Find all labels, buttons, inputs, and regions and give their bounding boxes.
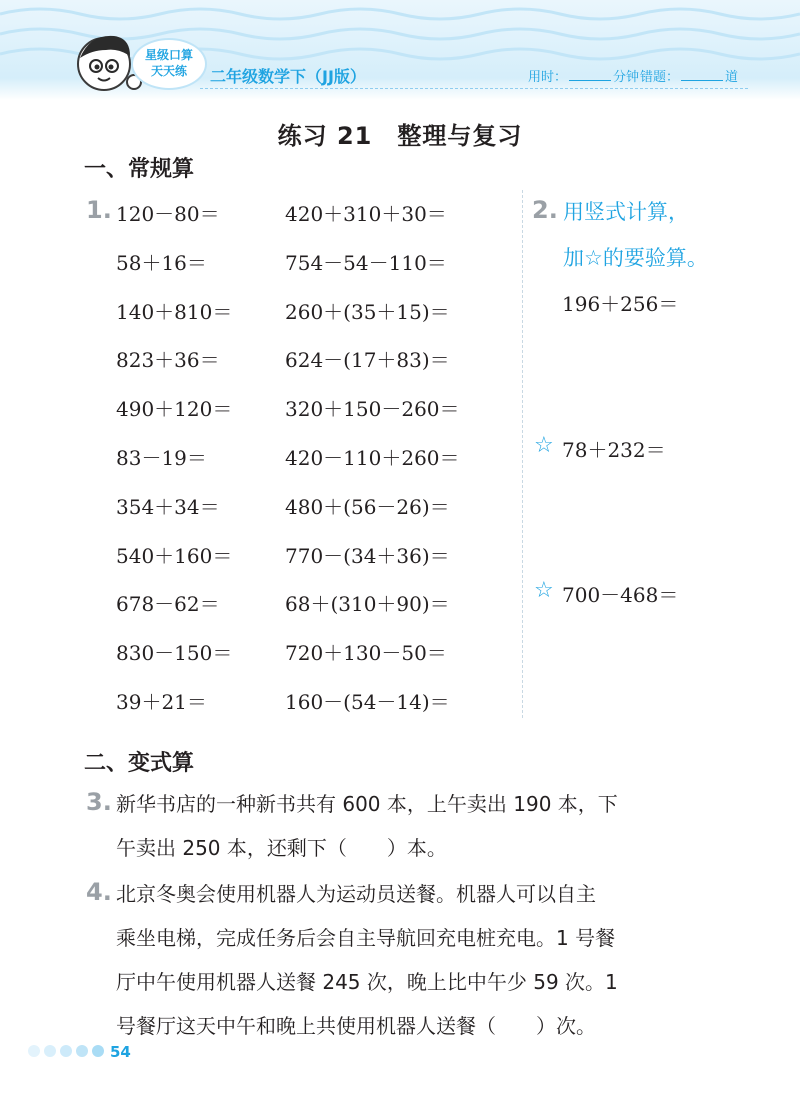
error-count-field — [640, 66, 738, 85]
section-heading-variation: 二、变式算 — [84, 751, 195, 776]
q2-expression-1: 196＋256＝ — [562, 292, 679, 316]
time-blank — [569, 68, 611, 81]
q1-right-expression: 720＋130－50＝ — [285, 641, 447, 665]
question-4-line-2: 乘坐电梯，完成任务后会自主导航回充电桩充电。1 号餐 — [116, 926, 616, 950]
question-number-3: 3. — [86, 788, 112, 816]
page-number: 54 — [110, 1043, 131, 1061]
question-3-line-2: 午卖出 250 本，还剩下（ ）本。 — [116, 836, 447, 860]
q1-right-expression: 624－(17＋83)＝ — [285, 348, 450, 372]
book-title: 二年级数学下（JJ版） — [210, 67, 366, 86]
page-title: 练习 21 整理与复习 — [277, 122, 523, 150]
q1-left-expression: 83－19＝ — [116, 446, 207, 470]
star-icon: ☆ — [534, 578, 554, 603]
question-4-line-4: 号餐厅这天中午和晚上共使用机器人送餐（ ）次。 — [116, 1014, 596, 1038]
question-3-text — [116, 782, 726, 870]
question-number-1: 1. — [86, 196, 112, 224]
q1-right-expression: 480＋(56－26)＝ — [285, 495, 450, 519]
question-4-line-1: 北京冬奥会使用机器人为运动员送餐。机器人可以自主 — [116, 882, 596, 906]
q1-left-expression: 540＋160＝ — [116, 544, 233, 568]
q1-left-expression: 354＋34＝ — [116, 495, 220, 519]
q1-right-expression: 420＋310＋30＝ — [285, 202, 447, 226]
q1-left-expression: 120－80＝ — [116, 202, 220, 226]
q2-expression-2: 78＋232＝ — [562, 438, 666, 462]
question-4-line-3: 厅中午使用机器人送餐 245 次，晚上比中午少 59 次。1 — [116, 970, 618, 994]
q1-right-expression: 754－54－110＝ — [285, 251, 447, 275]
header-dashed-line — [200, 88, 748, 89]
q2-expression-3: 700－468＝ — [562, 583, 679, 607]
time-spent-field — [528, 66, 639, 85]
q1-right-expression: 68＋(310＋90)＝ — [285, 592, 450, 616]
brand-line-1: 星级口算 — [144, 48, 193, 62]
question-number-2: 2. — [532, 196, 558, 224]
q1-left-expression: 58＋16＝ — [116, 251, 207, 275]
q2-instruction-line-2: 加☆的要验算。 — [563, 246, 708, 270]
q1-left-expression: 823＋36＝ — [116, 348, 220, 372]
time-unit: 分钟 — [613, 70, 640, 85]
time-label: 用时： — [528, 70, 568, 85]
q1-right-expression: 420－110＋260＝ — [285, 446, 460, 470]
column-divider — [522, 190, 523, 718]
errors-blank — [681, 68, 723, 81]
star-icon: ☆ — [534, 433, 554, 458]
q1-left-expression: 490＋120＝ — [116, 397, 233, 421]
errors-label: 错题： — [640, 70, 680, 85]
section-heading-regular: 一、常规算 — [84, 157, 195, 182]
brand-line-2: 天天练 — [150, 64, 187, 78]
q1-right-expression: 320＋150－260＝ — [285, 397, 460, 421]
q1-left-expression: 678－62＝ — [116, 592, 220, 616]
question-4-text — [116, 872, 726, 1048]
q1-right-expression: 260＋(35＋15)＝ — [285, 300, 450, 324]
q1-left-expression: 830－150＝ — [116, 641, 233, 665]
q1-right-expression: 770－(34＋36)＝ — [285, 544, 450, 568]
q1-left-expression: 140＋810＝ — [116, 300, 233, 324]
errors-unit: 道 — [725, 70, 739, 85]
question-number-4: 4. — [86, 878, 112, 906]
q1-left-expression: 39＋21＝ — [116, 690, 207, 714]
q1-right-expression: 160－(54－14)＝ — [285, 690, 450, 714]
question-3-line-1: 新华书店的一种新书共有 600 本，上午卖出 190 本，下 — [116, 792, 618, 816]
q2-instruction-line-1: 用竖式计算， — [563, 200, 689, 224]
brand-logo — [133, 40, 205, 88]
